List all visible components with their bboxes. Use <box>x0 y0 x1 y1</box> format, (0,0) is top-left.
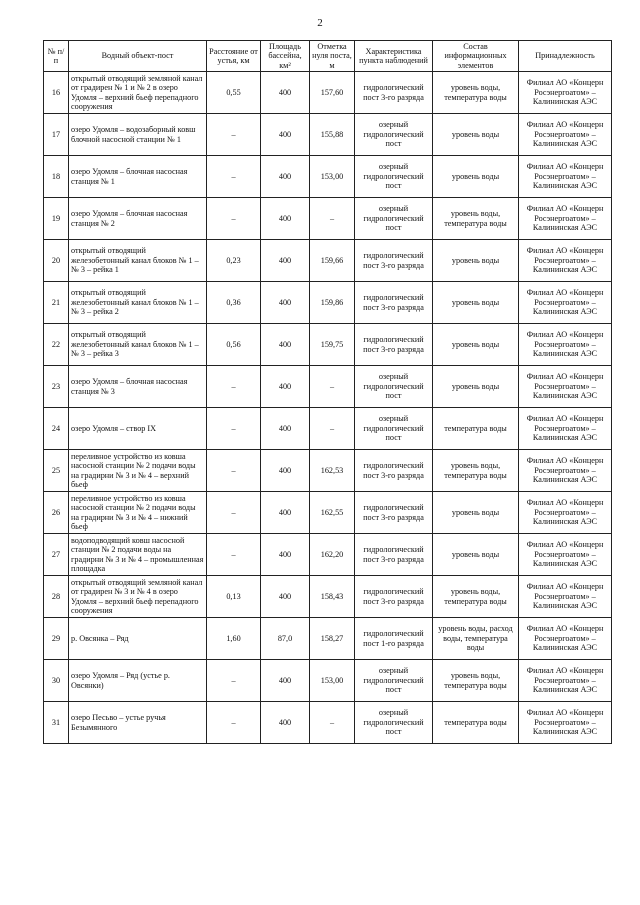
cell-zero: 158,27 <box>310 618 355 660</box>
cell-distance: 0,55 <box>207 72 261 114</box>
cell-area: 400 <box>261 450 310 492</box>
cell-owner: Филиал АО «Концерн Росэнергоатом» – Калининская АЭС <box>519 324 612 366</box>
table-row <box>44 660 612 702</box>
cell-object: открытый отводящий железобетонный канал блоков № 1 – № 3 – рейка 2 <box>69 282 207 324</box>
cell-composition: уровень воды <box>433 114 519 156</box>
cell-area: 400 <box>261 492 310 534</box>
header-zero: Отметка нуля поста, м <box>310 41 355 72</box>
page-number: 2 <box>317 17 323 29</box>
table-row <box>44 534 612 576</box>
cell-num: 28 <box>44 576 69 618</box>
cell-object: озеро Удомля – блочная насосная станция № 2 <box>69 198 207 240</box>
header-area: Площадь бассейна, км² <box>261 41 310 72</box>
cell-characteristic: гидрологический пост 3-го разряда <box>355 72 433 114</box>
cell-zero: 153,00 <box>310 156 355 198</box>
cell-area: 400 <box>261 702 310 744</box>
cell-characteristic: гидрологический пост 3-го разряда <box>355 282 433 324</box>
cell-owner: Филиал АО «Концерн Росэнергоатом» – Калининская АЭС <box>519 534 612 576</box>
cell-zero: 153,00 <box>310 660 355 702</box>
cell-num: 23 <box>44 366 69 408</box>
cell-num: 27 <box>44 534 69 576</box>
cell-object: озеро Удомля – блочная насосная станция № 1 <box>69 156 207 198</box>
cell-object: озеро Песьво – устье ручья Безымянного <box>69 702 207 744</box>
cell-composition: уровень воды <box>433 534 519 576</box>
table-row <box>44 450 612 492</box>
cell-zero: 157,60 <box>310 72 355 114</box>
cell-composition: уровень воды, температура воды <box>433 576 519 618</box>
cell-object: открытый отводящий железобетонный канал блоков № 1 – № 3 – рейка 3 <box>69 324 207 366</box>
cell-distance: 0,23 <box>207 240 261 282</box>
cell-owner: Филиал АО «Концерн Росэнергоатом» – Калининская АЭС <box>519 114 612 156</box>
cell-composition: уровень воды, температура воды <box>433 198 519 240</box>
cell-object: переливное устройство из ковша насосной станции № 2 подачи воды на градирни № 3 и № 4 – нижний бьеф <box>69 492 207 534</box>
cell-characteristic: озерный гидрологический пост <box>355 114 433 156</box>
cell-composition: уровень воды, температура воды <box>433 660 519 702</box>
header-composition: Состав информационных элементов <box>433 41 519 72</box>
cell-zero: – <box>310 408 355 450</box>
cell-characteristic: озерный гидрологический пост <box>355 702 433 744</box>
cell-characteristic: озерный гидрологический пост <box>355 198 433 240</box>
cell-num: 24 <box>44 408 69 450</box>
cell-composition: уровень воды <box>433 366 519 408</box>
cell-zero: 162,53 <box>310 450 355 492</box>
cell-area: 400 <box>261 366 310 408</box>
cell-area: 400 <box>261 198 310 240</box>
cell-object: р. Овсянка – Ряд <box>69 618 207 660</box>
cell-distance: – <box>207 408 261 450</box>
cell-owner: Филиал АО «Концерн Росэнергоатом» – Калининская АЭС <box>519 576 612 618</box>
cell-owner: Филиал АО «Концерн Росэнергоатом» – Калининская АЭС <box>519 366 612 408</box>
cell-owner: Филиал АО «Концерн Росэнергоатом» – Калининская АЭС <box>519 618 612 660</box>
cell-composition: уровень воды <box>433 492 519 534</box>
cell-composition: уровень воды <box>433 240 519 282</box>
cell-composition: температура воды <box>433 408 519 450</box>
table-row <box>44 492 612 534</box>
cell-object: открытый отводящий земляной канал от градирен № 3 и № 4 в озеро Удомля – верхний бьеф перепадного сооружения <box>69 576 207 618</box>
cell-zero: 162,55 <box>310 492 355 534</box>
cell-num: 17 <box>44 114 69 156</box>
cell-num: 26 <box>44 492 69 534</box>
cell-object: водоподводящий ковш насосной станции № 2 подачи воды на градирни № 3 и № 4 – промышленная площадка <box>69 534 207 576</box>
cell-distance: – <box>207 114 261 156</box>
cell-object: переливное устройство из ковша насосной станции № 2 подачи воды на градирни № 3 и № 4 – верхний бьеф <box>69 450 207 492</box>
cell-characteristic: гидрологический пост 3-го разряда <box>355 240 433 282</box>
cell-zero: 158,43 <box>310 576 355 618</box>
cell-characteristic: озерный гидрологический пост <box>355 366 433 408</box>
cell-composition: уровень воды, расход воды, температура воды <box>433 618 519 660</box>
table-row <box>44 366 612 408</box>
header-characteristic: Характеристика пункта наблюдений <box>355 41 433 72</box>
cell-area: 400 <box>261 114 310 156</box>
cell-num: 20 <box>44 240 69 282</box>
table-header <box>44 41 612 72</box>
cell-owner: Филиал АО «Концерн Росэнергоатом» – Калининская АЭС <box>519 408 612 450</box>
cell-owner: Филиал АО «Концерн Росэнергоатом» – Калининская АЭС <box>519 72 612 114</box>
cell-num: 25 <box>44 450 69 492</box>
cell-distance: – <box>207 492 261 534</box>
cell-distance: – <box>207 450 261 492</box>
cell-characteristic: озерный гидрологический пост <box>355 408 433 450</box>
cell-area: 87,0 <box>261 618 310 660</box>
cell-characteristic: гидрологический пост 3-го разряда <box>355 534 433 576</box>
cell-distance: 0,13 <box>207 576 261 618</box>
table-row <box>44 72 612 114</box>
cell-num: 21 <box>44 282 69 324</box>
cell-characteristic: гидрологический пост 1-го разряда <box>355 618 433 660</box>
cell-owner: Филиал АО «Концерн Росэнергоатом» – Калининская АЭС <box>519 702 612 744</box>
cell-composition: уровень воды, температура воды <box>433 72 519 114</box>
cell-characteristic: гидрологический пост 3-го разряда <box>355 492 433 534</box>
cell-zero: – <box>310 198 355 240</box>
cell-owner: Филиал АО «Концерн Росэнергоатом» – Калининская АЭС <box>519 660 612 702</box>
cell-area: 400 <box>261 240 310 282</box>
cell-num: 31 <box>44 702 69 744</box>
cell-distance: – <box>207 198 261 240</box>
cell-object: озеро Удомля – водозаборный ковш блочной насосной станции № 1 <box>69 114 207 156</box>
cell-zero: 159,66 <box>310 240 355 282</box>
cell-characteristic: озерный гидрологический пост <box>355 660 433 702</box>
header-num: № п/п <box>44 41 69 72</box>
cell-zero: 155,88 <box>310 114 355 156</box>
cell-num: 19 <box>44 198 69 240</box>
header-distance: Расстояние от устья, км <box>207 41 261 72</box>
cell-characteristic: гидрологический пост 3-го разряда <box>355 324 433 366</box>
cell-owner: Филиал АО «Концерн Росэнергоатом» – Калининская АЭС <box>519 198 612 240</box>
table-row <box>44 114 612 156</box>
cell-zero: 159,75 <box>310 324 355 366</box>
cell-zero: – <box>310 366 355 408</box>
cell-num: 22 <box>44 324 69 366</box>
cell-zero: – <box>310 702 355 744</box>
table-row <box>44 324 612 366</box>
cell-object: открытый отводящий железобетонный канал блоков № 1 – № 3 – рейка 1 <box>69 240 207 282</box>
cell-distance: – <box>207 660 261 702</box>
cell-area: 400 <box>261 156 310 198</box>
cell-owner: Филиал АО «Концерн Росэнергоатом» – Калининская АЭС <box>519 450 612 492</box>
cell-owner: Филиал АО «Концерн Росэнергоатом» – Калининская АЭС <box>519 240 612 282</box>
cell-num: 29 <box>44 618 69 660</box>
cell-composition: уровень воды, температура воды <box>433 450 519 492</box>
cell-object: озеро Удомля – блочная насосная станция № 3 <box>69 366 207 408</box>
table-row <box>44 408 612 450</box>
cell-distance: 0,56 <box>207 324 261 366</box>
cell-num: 16 <box>44 72 69 114</box>
cell-distance: – <box>207 702 261 744</box>
table-row <box>44 198 612 240</box>
cell-owner: Филиал АО «Концерн Росэнергоатом» – Калининская АЭС <box>519 282 612 324</box>
cell-owner: Филиал АО «Концерн Росэнергоатом» – Калининская АЭС <box>519 492 612 534</box>
cell-owner: Филиал АО «Концерн Росэнергоатом» – Калининская АЭС <box>519 156 612 198</box>
cell-num: 18 <box>44 156 69 198</box>
table-row <box>44 240 612 282</box>
table-row <box>44 618 612 660</box>
cell-distance: 0,36 <box>207 282 261 324</box>
table-row <box>44 576 612 618</box>
cell-zero: 162,20 <box>310 534 355 576</box>
cell-distance: 1,60 <box>207 618 261 660</box>
table-row <box>44 282 612 324</box>
cell-area: 400 <box>261 660 310 702</box>
table-body <box>44 72 612 744</box>
cell-object: озеро Удомля – створ IX <box>69 408 207 450</box>
cell-area: 400 <box>261 72 310 114</box>
cell-characteristic: гидрологический пост 3-го разряда <box>355 450 433 492</box>
cell-distance: – <box>207 534 261 576</box>
cell-composition: уровень воды <box>433 156 519 198</box>
cell-area: 400 <box>261 576 310 618</box>
cell-area: 400 <box>261 534 310 576</box>
cell-composition: температура воды <box>433 702 519 744</box>
cell-zero: 159,86 <box>310 282 355 324</box>
cell-composition: уровень воды <box>433 324 519 366</box>
cell-object: открытый отводящий земляной канал от градирен № 1 и № 2 в озеро Удомля – верхний бьеф перепадного сооружения <box>69 72 207 114</box>
cell-area: 400 <box>261 408 310 450</box>
table-row <box>44 156 612 198</box>
cell-characteristic: гидрологический пост 3-го разряда <box>355 576 433 618</box>
table-row <box>44 702 612 744</box>
cell-composition: уровень воды <box>433 282 519 324</box>
water-posts-table <box>43 40 612 744</box>
cell-distance: – <box>207 366 261 408</box>
cell-area: 400 <box>261 282 310 324</box>
header-object: Водный объект-пост <box>69 41 207 72</box>
cell-distance: – <box>207 156 261 198</box>
cell-characteristic: озерный гидрологический пост <box>355 156 433 198</box>
cell-area: 400 <box>261 324 310 366</box>
cell-num: 30 <box>44 660 69 702</box>
header-owner: Принадлежность <box>519 41 612 72</box>
cell-object: озеро Удомля – Ряд (устье р. Овсянки) <box>69 660 207 702</box>
